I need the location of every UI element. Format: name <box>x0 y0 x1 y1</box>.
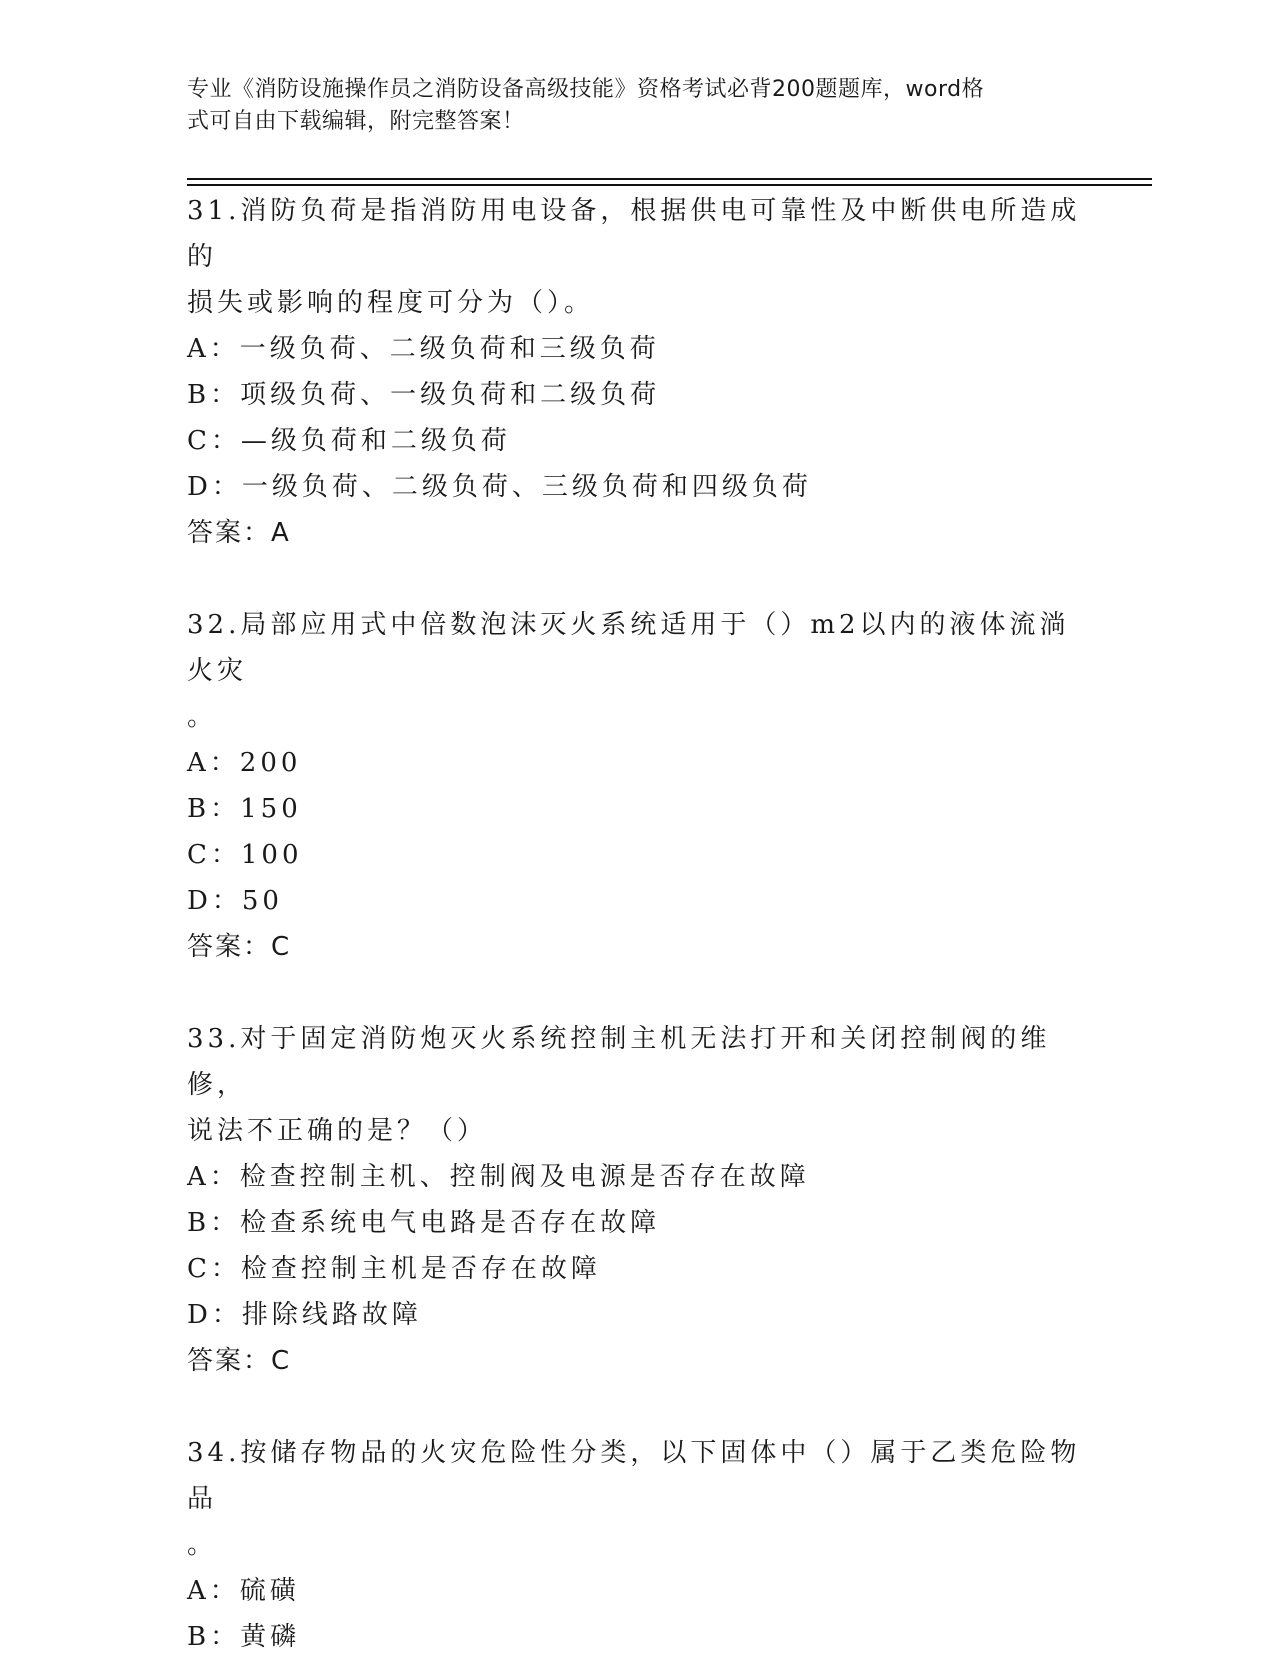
header-divider-bottom <box>187 184 1152 186</box>
question-text-line: 说法不正确的是？（） <box>187 1116 488 1146</box>
question-text-line: 。 <box>187 1530 218 1560</box>
option-c: C：检查控制主机是否存在故障 <box>187 1254 601 1284</box>
question-32 <box>187 602 1087 970</box>
option-b: B：150 <box>187 794 302 824</box>
option-c: C：—级负荷和二级负荷 <box>187 426 511 456</box>
option-a: A：200 <box>187 748 302 778</box>
question-text-line: 31.消防负荷是指消防用电设备，根据供电可靠性及中断供电所造成的 <box>187 196 1081 272</box>
question-31 <box>187 188 1087 556</box>
header-line-1: 专业《消防设施操作员之消防设备高级技能》资格考试必背200题题库，word格 <box>187 77 985 102</box>
option-a: A：检查控制主机、控制阀及电源是否存在故障 <box>187 1162 810 1192</box>
question-list <box>187 188 1087 1660</box>
option-a: A：一级负荷、二级负荷和三级负荷 <box>187 334 660 364</box>
question-text-line: 34.按储存物品的火灾危险性分类，以下固体中（）属于乙类危险物品 <box>187 1438 1081 1514</box>
answer: 答案：A <box>187 518 291 548</box>
header-line-2: 式可自由下载编辑，附完整答案！ <box>187 109 525 134</box>
question-34 <box>187 1430 1087 1660</box>
option-b: B：检查系统电气电路是否存在故障 <box>187 1208 661 1238</box>
question-33 <box>187 1016 1087 1384</box>
header-divider-top <box>187 178 1152 180</box>
question-text-line: 33.对于固定消防炮灭火系统控制主机无法打开和关闭控制阀的维修， <box>187 1024 1051 1100</box>
option-b: B：项级负荷、一级负荷和二级负荷 <box>187 380 661 410</box>
option-a: A：硫磺 <box>187 1576 300 1606</box>
option-d: D：一级负荷、二级负荷、三级负荷和四级负荷 <box>187 472 812 502</box>
answer: 答案：C <box>187 1346 292 1376</box>
option-d: D：50 <box>187 886 283 916</box>
question-text-line: 32.局部应用式中倍数泡沫灭火系统适用于（）m2以内的液体流淌火灾 <box>187 610 1070 686</box>
option-c: C：100 <box>187 840 303 870</box>
option-b: B：黄磷 <box>187 1622 301 1652</box>
question-text-line: 损失或影响的程度可分为（）。 <box>187 288 595 318</box>
option-d: D：排除线路故障 <box>187 1300 422 1330</box>
document-header <box>187 74 1067 138</box>
question-text-line: 。 <box>187 702 218 732</box>
answer: 答案：C <box>187 932 292 962</box>
